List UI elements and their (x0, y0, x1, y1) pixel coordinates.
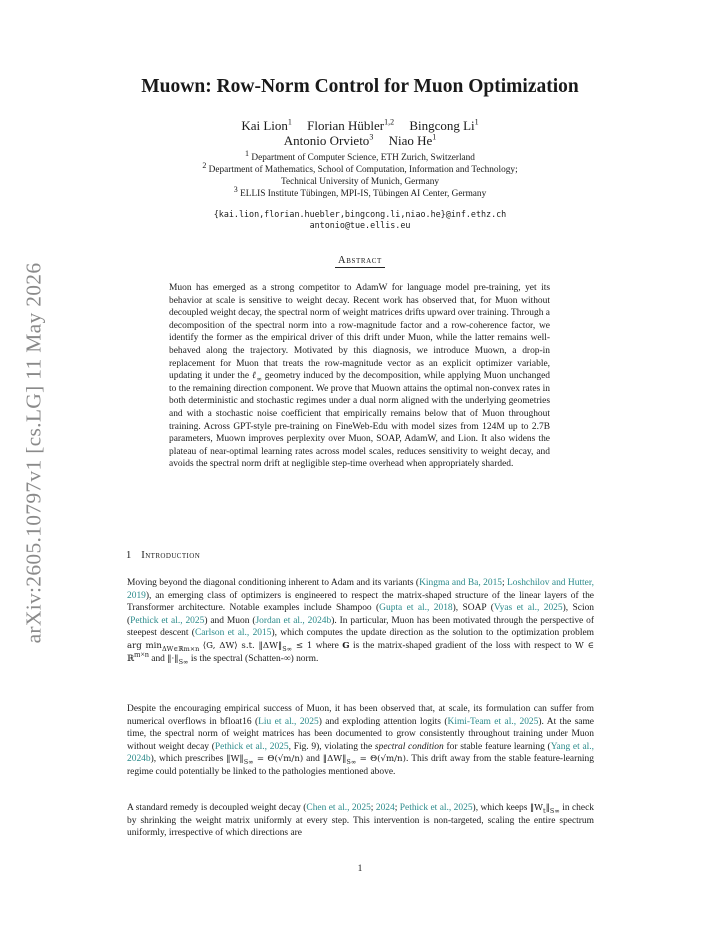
author: Antonio Orvieto$^3$ (283, 132, 374, 148)
citation-link[interactable]: Pethick et al., 2025 (214, 741, 289, 752)
affiliation: Technical University of Munich, Germany (280, 177, 440, 187)
affiliation: $^2$ Department of Mathematics, School of Computation, Information and Technology; (202, 160, 518, 175)
authors-line-1 (60, 118, 660, 134)
citation-link[interactable]: Pethick et al., 2025 (399, 803, 473, 813)
author: Florian Hübler$^{1,2}$ (307, 117, 395, 133)
citation-link[interactable]: Vyas et al., 2025 (493, 603, 563, 614)
author: Kai Lion$^1$ (241, 117, 292, 133)
citation-link[interactable]: Yang et al., 2024b (127, 741, 594, 765)
intro-paragraph: Moving beyond the diagonal conditioning inherent to Adam and its variants (Kingma and Ba, 2015; Loshchilov and Hutter, 2019), an emerging class of optimizers is engineered to respect the matrix-shaped structure of the linear layers of the Transformer architecture. Notable examples include Shampoo (Gupta et al., 2018), SOAP (Vyas et al., 2025), Scion (Pethick et al., 2025) and Muon (Jordan et al., 2024b). In particular, Muon has been motivated through the perspective of steepest descent (Carlson et al., 2015), which computes the update direction as the solution to the optimization problem arg $\min_{\Delta W\in ℝm\times n}$ ⟨G, ΔW⟩ s.t. $‖\Delta W‖_{S\infty} \le 1$ where G is the matrix-shaped gradient of the loss with respect to W ∈ ℝ$^{m\times n}$ and $‖\cdot‖_{S\infty}$ is the spectral (Schatten-∞) norm. (127, 578, 595, 666)
page-number: 1 (357, 864, 363, 874)
author: Bingcong Li$^1$ (409, 117, 479, 133)
citation-link[interactable]: Gupta et al., 2018 (379, 603, 453, 614)
affiliation: $^1$ Department of Computer Science, ETH Zurich, Switzerland (245, 148, 475, 163)
intro-paragraph: Despite the encouraging empirical success of Muon, it has been observed that, at scale, its formulation can suffer from numerical overflows in bfloat16 (Liu et al., 2025) and exploding attention logits (Kimi-Team et al., 2025). At the same time, the spectral norm of weight matrices has been documented to grow consistently throughout training under Muon without weight decay (Pethick et al., 2025, Fig. 9), violating the spectral condition for stable feature learning (Yang et al., 2024b), which prescribes $‖W‖_{S\infty} = \Theta(√m/n)$ and $‖\Delta W‖_{S\infty} = \Theta(√m/n)$. This drift away from the stable feature-learning regime could potentially be linked to the pathologies mentioned above. (127, 704, 594, 777)
section-heading: 1 Introduction (126, 550, 201, 561)
abstract-heading: Abstract (60, 255, 660, 266)
citation-link[interactable]: Pethick et al., 2025 (130, 615, 205, 626)
citation-link[interactable]: 2024 (375, 803, 395, 813)
citation-link[interactable]: Kingma and Ba, 2015 (419, 578, 503, 588)
author-emails: {kai.lion,florian.huebler,bingcong.li,niao.he}@inf.ethz.ch (213, 209, 507, 219)
arxiv-identifier-stamp (14, 258, 54, 648)
citation-link[interactable]: Kimi-Team et al., 2025 (447, 716, 539, 727)
citation-link[interactable]: Chen et al., 2025 (306, 803, 371, 813)
author-email: antonio@tue.ellis.eu (309, 220, 411, 230)
author: Niao He$^1$ (388, 132, 437, 148)
affiliation: $^3$ ELLIS Institute Tübingen, MPI-IS, Tübingen AI Center, Germany (233, 184, 487, 199)
paper-title: Muown: Row-Norm Control for Muon Optimization (141, 76, 579, 97)
citation-link[interactable]: Carlson et al., 2015 (194, 628, 272, 639)
intro-paragraph: A standard remedy is decoupled weight decay (Chen et al., 2025; 2024; Pethick et al., 2025), which keeps $‖W_t‖_{S\infty}$ in check by shrinking the weight matrix uniformly at every step. This intervention is non-targeted, scaling the entire spectrum uniformly, irrespective of which directions are (127, 803, 594, 839)
arxiv-id-text: arXiv:2605.10797v1 [cs.LG] 11 May 2026 (21, 262, 46, 644)
citation-link[interactable]: Liu et al., 2025 (258, 716, 319, 727)
authors-line-2 (60, 133, 660, 149)
citation-link[interactable]: Loshchilov and Hutter, 2019 (127, 578, 594, 601)
abstract-text: Muon has emerged as a strong competitor to AdamW for language model pre-training, yet its behavior at scale is sensitive to weight decay. Recent work has observed that, for Muon without decoupled weight decay, the spectral norm of weight matrices drifts upward over training. Through a decomposition of the spectral norm into a row-magnitude factor and a row-coherence factor, we identify the former as the empirical driver of this drift under Muon, while the latter remains well-behaved along the trajectory. Motivated by this diagnosis, we introduce Muown, a drop-in replacement for Muon that treats the row-magnitude vector as an explicit optimizer variable, updating it under the ℓ$_\infty$ geometry induced by the decomposition, while applying Muon unchanged to the remaining direction component. We prove that Muown attains the optimal non-convex rates in both deterministic and stochastic regimes under a dual norm aligned with the underlying geometries and with a stochastic noise coefficient that empirically remains below that of Muon throughout training. Across GPT-style pre-training on FineWeb-Edu with model sizes from 124M up to 2.7B parameters, Muown improves perplexity over Muon, SOAP, AdamW, and Lion. It also widens the plateau of near-optimal learning rates across model scales, reduces sensitivity to weight decay, and avoids the spectral norm drift at negligible step-time overhead when appropriately sharded. (169, 283, 550, 470)
citation-link[interactable]: Jordan et al., 2024b (255, 615, 332, 626)
